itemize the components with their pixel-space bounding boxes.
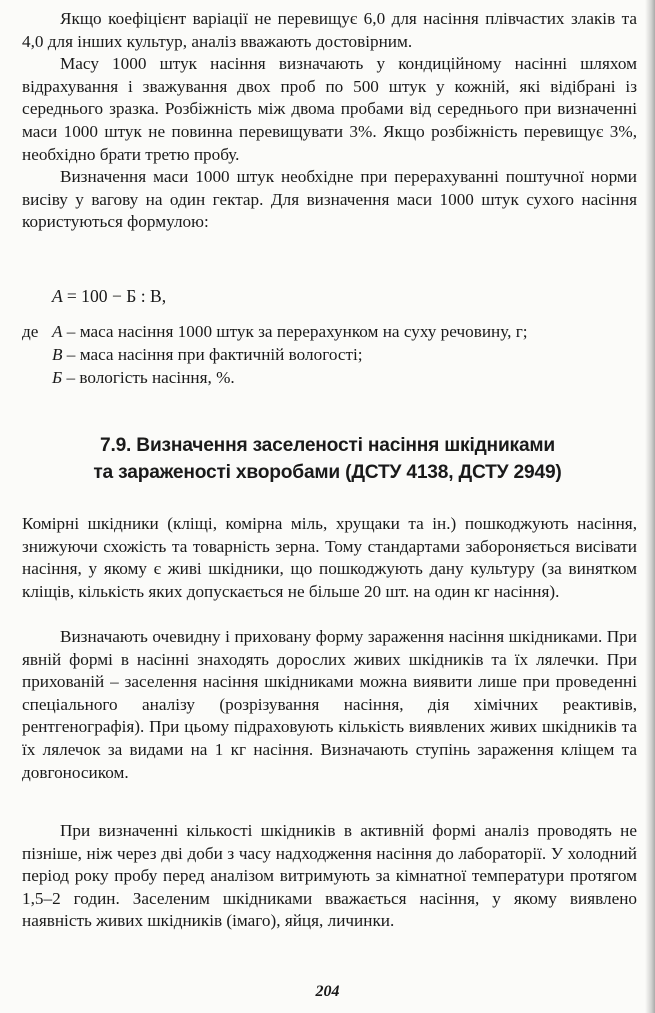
definitions-lead: де — [22, 322, 39, 341]
definition-row — [22, 344, 642, 367]
definition-text: – вологість насіння, %. — [62, 367, 235, 387]
text-block-top — [22, 8, 637, 234]
definition-row — [22, 321, 642, 344]
definition-text: – маса насіння при фактичній вологості; — [62, 344, 363, 364]
page-scan-edge — [645, 0, 655, 1013]
formula-definitions — [22, 321, 642, 389]
paragraph-storage-pests: Комірні шкідники (кліщі, комірна міль, хрущаки та ін.) пошкоджують насіння, знижуючи схожість та товарність зерна. Тому стандартами забороняється висівати насіння, у якому є живі шкідники, що пошкоджують дану культуру (за винятком кліщів, кількість яких допускається не більше 20 шт. на один кг насіння). — [22, 514, 637, 601]
formula-lhs: A — [52, 286, 63, 306]
paragraph-variation-coefficient: Якщо коефіцієнт варіації не перевищує 6,0 для насіння плівчастих злаків та 4,0 для інших культур, аналіз вважають достовірним. — [22, 9, 637, 51]
text-block-active-form — [22, 820, 637, 933]
definition-symbol: Б — [52, 367, 63, 387]
section-heading — [0, 432, 655, 486]
text-block-pests-intro — [22, 513, 637, 603]
paragraph-infestation-forms: Визначають очевидну і приховану форму зараження насіння шкідниками. При явній формі в насінні знаходять дорослих живих шкідників та їх лялечки. При прихованій – заселення насіння шкідниками можна виявити лише при проведенні спеціального аналізу (розрізування насіння, дія хімічних реактивів, рентгенографія). При цьому підраховують кількість виявлених живих шкідників та їх лялечок за видами на 1 кг насіння. Визначають ступінь зараження кліщем та довгоносиком. — [22, 627, 637, 782]
definition-symbol: В — [52, 344, 63, 364]
definition-text: – маса насіння 1000 штук за перерахунком на суху речовину, г; — [62, 322, 528, 341]
formula — [52, 286, 166, 307]
page-number: 204 — [315, 983, 340, 1000]
paragraph-mass-1000: Масу 1000 штук насіння визначають у кондиційному насінні шляхом відрахування і зважування двох проб по 500 штук у кожній, які відібрані із середнього зразка. Розбіжність між двома пробами від середнього при визначенні маси 1000 штук не повинна перевищувати 3%. Якщо розбіжність перевищує 3%, необхідно брати третю пробу. — [22, 54, 637, 164]
paragraph-active-form-analysis: При визначенні кількості шкідників в активній формі аналіз проводять не пізніше, ніж через дві доби з часу надходження насіння до лабораторії. У холодний період року пробу перед аналізом витримують за кімнатної температури протягом 1,5–2 годин. Заселеним шкідниками вважається насіння, у якому виявлено наявність живих шкідників (імаго), яйця, личинки. — [22, 821, 637, 931]
definition-row — [22, 367, 642, 390]
paragraph-formula-intro: Визначення маси 1000 штук необхідне при перерахуванні поштучної норми висіву у вагову на один гектар. Для визначення маси 1000 штук сухого насіння користуються формулою: — [22, 167, 637, 232]
definition-symbol: А — [52, 322, 63, 341]
section-heading-line-2: та зараженості хворобами (ДСТУ 4138, ДСТУ 2949) — [93, 462, 562, 483]
formula-rhs: = 100 − Б : В, — [66, 286, 167, 306]
section-heading-line-1: 7.9. Визначення заселеності насіння шкідниками — [99, 435, 556, 456]
text-block-infestation-forms — [22, 626, 637, 784]
